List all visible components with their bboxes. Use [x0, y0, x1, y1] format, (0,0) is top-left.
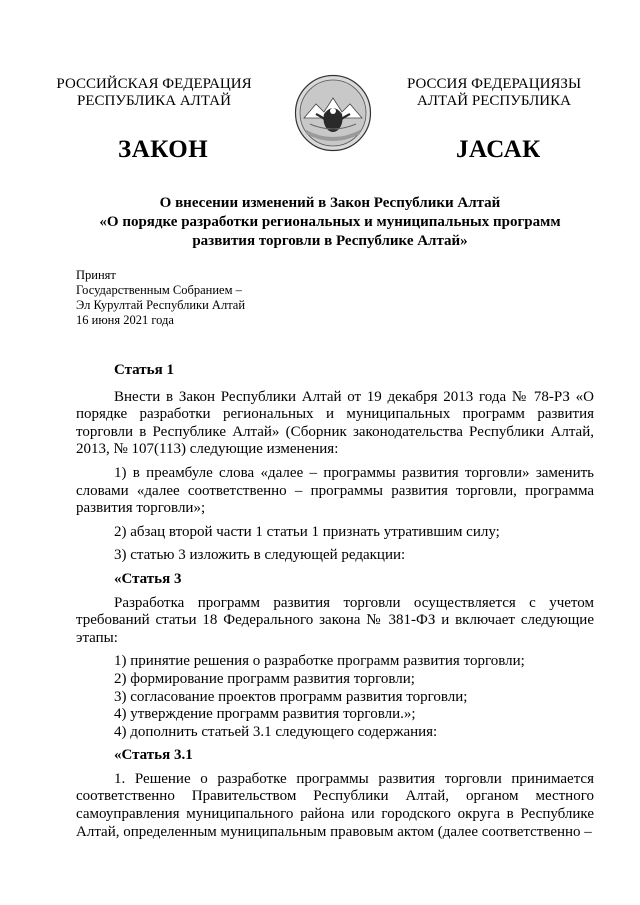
stage-item-3: 3) согласование проектов программ развития торговли;	[114, 688, 468, 705]
article-3-heading: «Статья 3	[114, 570, 182, 587]
article-1-heading: Статья 1	[114, 362, 174, 378]
amendment-item-1: 1) в преамбуле слова «далее – программы развития торговли» заменить словами «далее соответственно – программы развития торговли, программа развития торговли»;	[76, 464, 594, 517]
article-1-intro: Внести в Закон Республики Алтай от 19 декабря 2013 года № 78-РЗ «О порядке разработки региональных и муниципальных программ развития торговли в Республике Алтай» (Сборник законодательства Республики Алтай, 2013, № 107(113) следующие изменения:	[76, 388, 594, 458]
document-title	[66, 194, 594, 251]
title-line3: развития торговли в Республике Алтай»	[192, 233, 468, 249]
adopted-line2: Государственным Собранием –	[76, 283, 242, 297]
article-3-1-text: 1. Решение о разработке программы развития торговли принимается соответственно Правительством Республики Алтай, органом местного самоуправления муниципального района или городского округа в Республике Алтай, определенным муниципальным правовым актом (далее соответственно –	[76, 770, 594, 840]
header-left-line2: РЕСПУБЛИКА АЛТАЙ	[77, 93, 231, 109]
amendment-item-4: 4) дополнить статьей 3.1 следующего содержания:	[114, 723, 438, 740]
article-3-text: Разработка программ развития торговли осуществляется с учетом требований статьи 18 Федерального закона № 381-ФЗ и включает следующие этапы:	[76, 594, 594, 646]
adopted-date: 16 июня 2021 года	[76, 313, 174, 327]
adopted-line3: Эл Курултай Республики Алтай	[76, 298, 246, 312]
law-title-ru: ЗАКОН	[118, 136, 209, 163]
header-left	[52, 76, 256, 110]
header-left-line1: РОССИЙСКАЯ ФЕДЕРАЦИЯ	[56, 76, 252, 92]
amendment-item-3: 3) статью 3 изложить в следующей редакции:	[114, 547, 406, 564]
article-3-1-heading: «Статья 3.1	[114, 747, 193, 764]
header-right	[392, 76, 596, 110]
title-line2: «О порядке разработки региональных и муниципальных программ	[99, 214, 561, 230]
header-right-line1: РОССИЯ ФЕДЕРАЦИЯЗЫ	[406, 76, 582, 92]
amendment-item-2: 2) абзац второй части 1 статьи 1 признать утратившим силу;	[114, 523, 500, 540]
adopted-line1: Принят	[76, 268, 116, 282]
coat-of-arms-emblem	[294, 74, 372, 152]
stage-item-4: 4) утверждение программ развития торговли.»;	[114, 706, 416, 723]
header-right-line2: АЛТАЙ РЕСПУБЛИКА	[417, 93, 571, 109]
adoption-block	[76, 268, 245, 328]
document-body	[76, 362, 594, 841]
stage-item-2: 2) формирование программ развития торговли;	[114, 670, 415, 687]
title-line1: О внесении изменений в Закон Республики Алтай	[159, 195, 501, 211]
stage-item-1: 1) принятие решения о разработке программ развития торговли;	[114, 653, 525, 670]
law-title-altai: ЈАСАК	[456, 136, 541, 163]
